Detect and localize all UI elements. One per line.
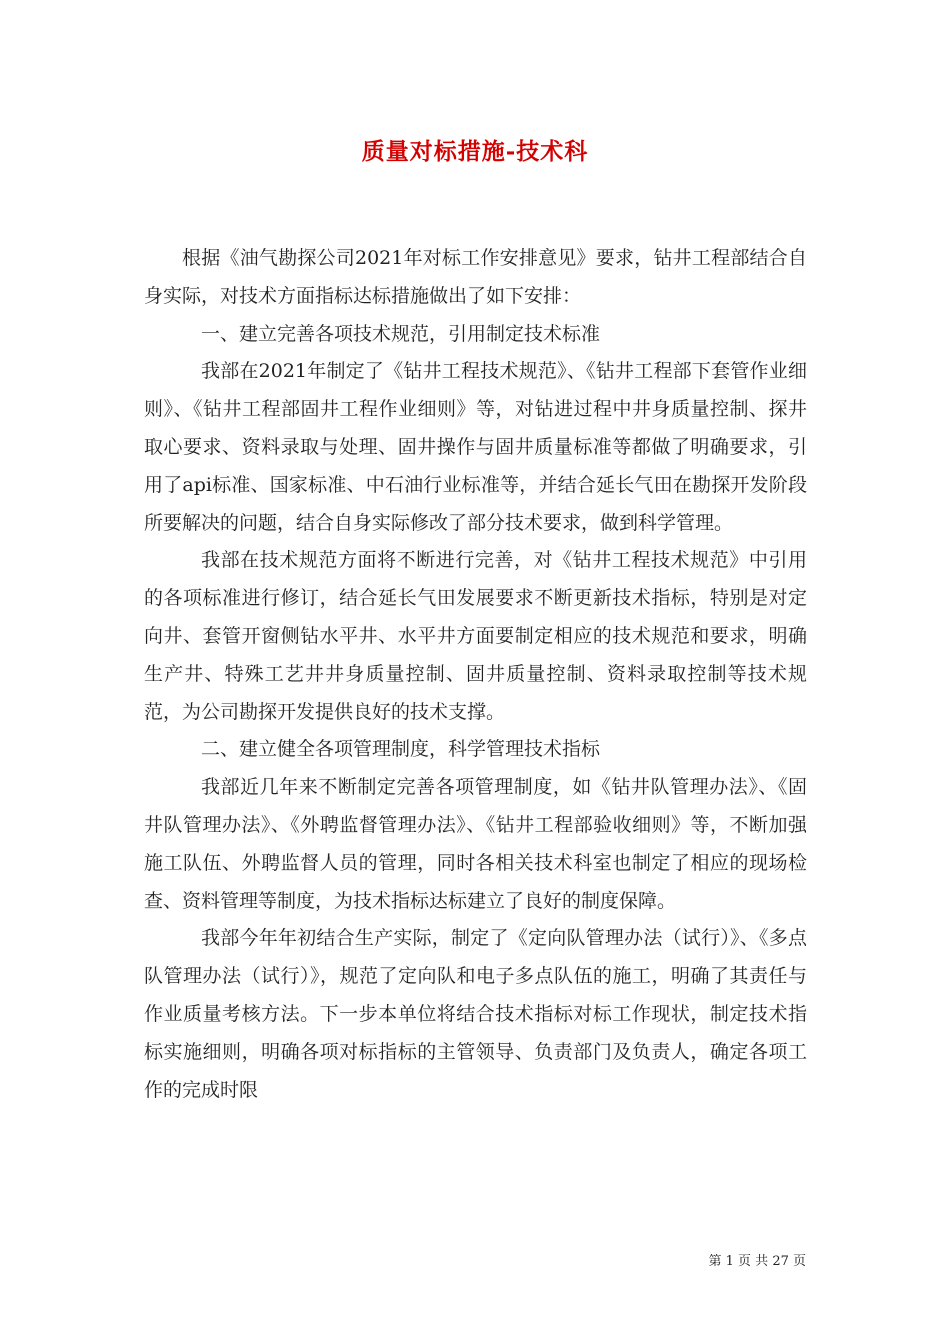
document-body	[144, 240, 807, 1109]
paragraph-section1-b: 我部在技术规范方面将不断进行完善，对《钻井工程技术规范》中引用的各项标准进行修订，结合延长气田发展要求不断更新技术指标，特别是对定向井、套管开窗侧钻水平井、水平井方面要制定相应的技术规范和要求，明确生产井、特殊工艺井井身质量控制、固井质量控制、资料录取控制等技术规范，为公司勘探开发提供良好的技术支撑。	[144, 549, 807, 723]
section-heading-2: 二、建立健全各项管理制度，科学管理技术指标	[201, 738, 601, 761]
paragraph-intro: 根据《油气勘探公司2021年对标工作安排意见》要求，钻井工程部结合自身实际，对技术方面指标达标措施做出了如下安排：	[144, 247, 807, 307]
page-number-footer: 第 1 页 共 27 页	[708, 1254, 806, 1269]
paragraph-section1-a: 我部在2021年制定了《钻井工程技术规范》、《钻井工程部下套管作业细则》、《钻井工程部固井工程作业细则》等，对钻进过程中井身质量控制、探井取心要求、资料录取与处理、固井操作与固井质量标准等都做了明确要求，引用了api标准、国家标准、中石油行业标准等，并结合延长气田在勘探开发阶段所要解决的问题，结合自身实际修改了部分技术要求，做到科学管理。	[144, 360, 807, 534]
paragraph-section2-a: 我部近几年来不断制定完善各项管理制度，如《钻井队管理办法》、《固井队管理办法》、《外聘监督管理办法》、《钻井工程部验收细则》等，不断加强施工队伍、外聘监督人员的管理，同时各相关技术科室也制定了相应的现场检查、资料管理等制度，为技术指标达标建立了良好的制度保障。	[144, 776, 807, 912]
section-heading-1: 一、建立完善各项技术规范，引用制定技术标准	[201, 322, 601, 345]
paragraph-section2-b: 我部今年年初结合生产实际，制定了《定向队管理办法（试行）》、《多点队管理办法（试行）》，规范了定向队和电子多点队伍的施工，明确了其责任与作业质量考核方法。下一步本单位将结合技术指标对标工作现状，制定技术指标实施细则，明确各项对标指标的主管领导、负责部门及负责人，确定各项工作的完成时限	[144, 927, 807, 1101]
document-title: 质量对标措施-技术科	[361, 138, 589, 165]
